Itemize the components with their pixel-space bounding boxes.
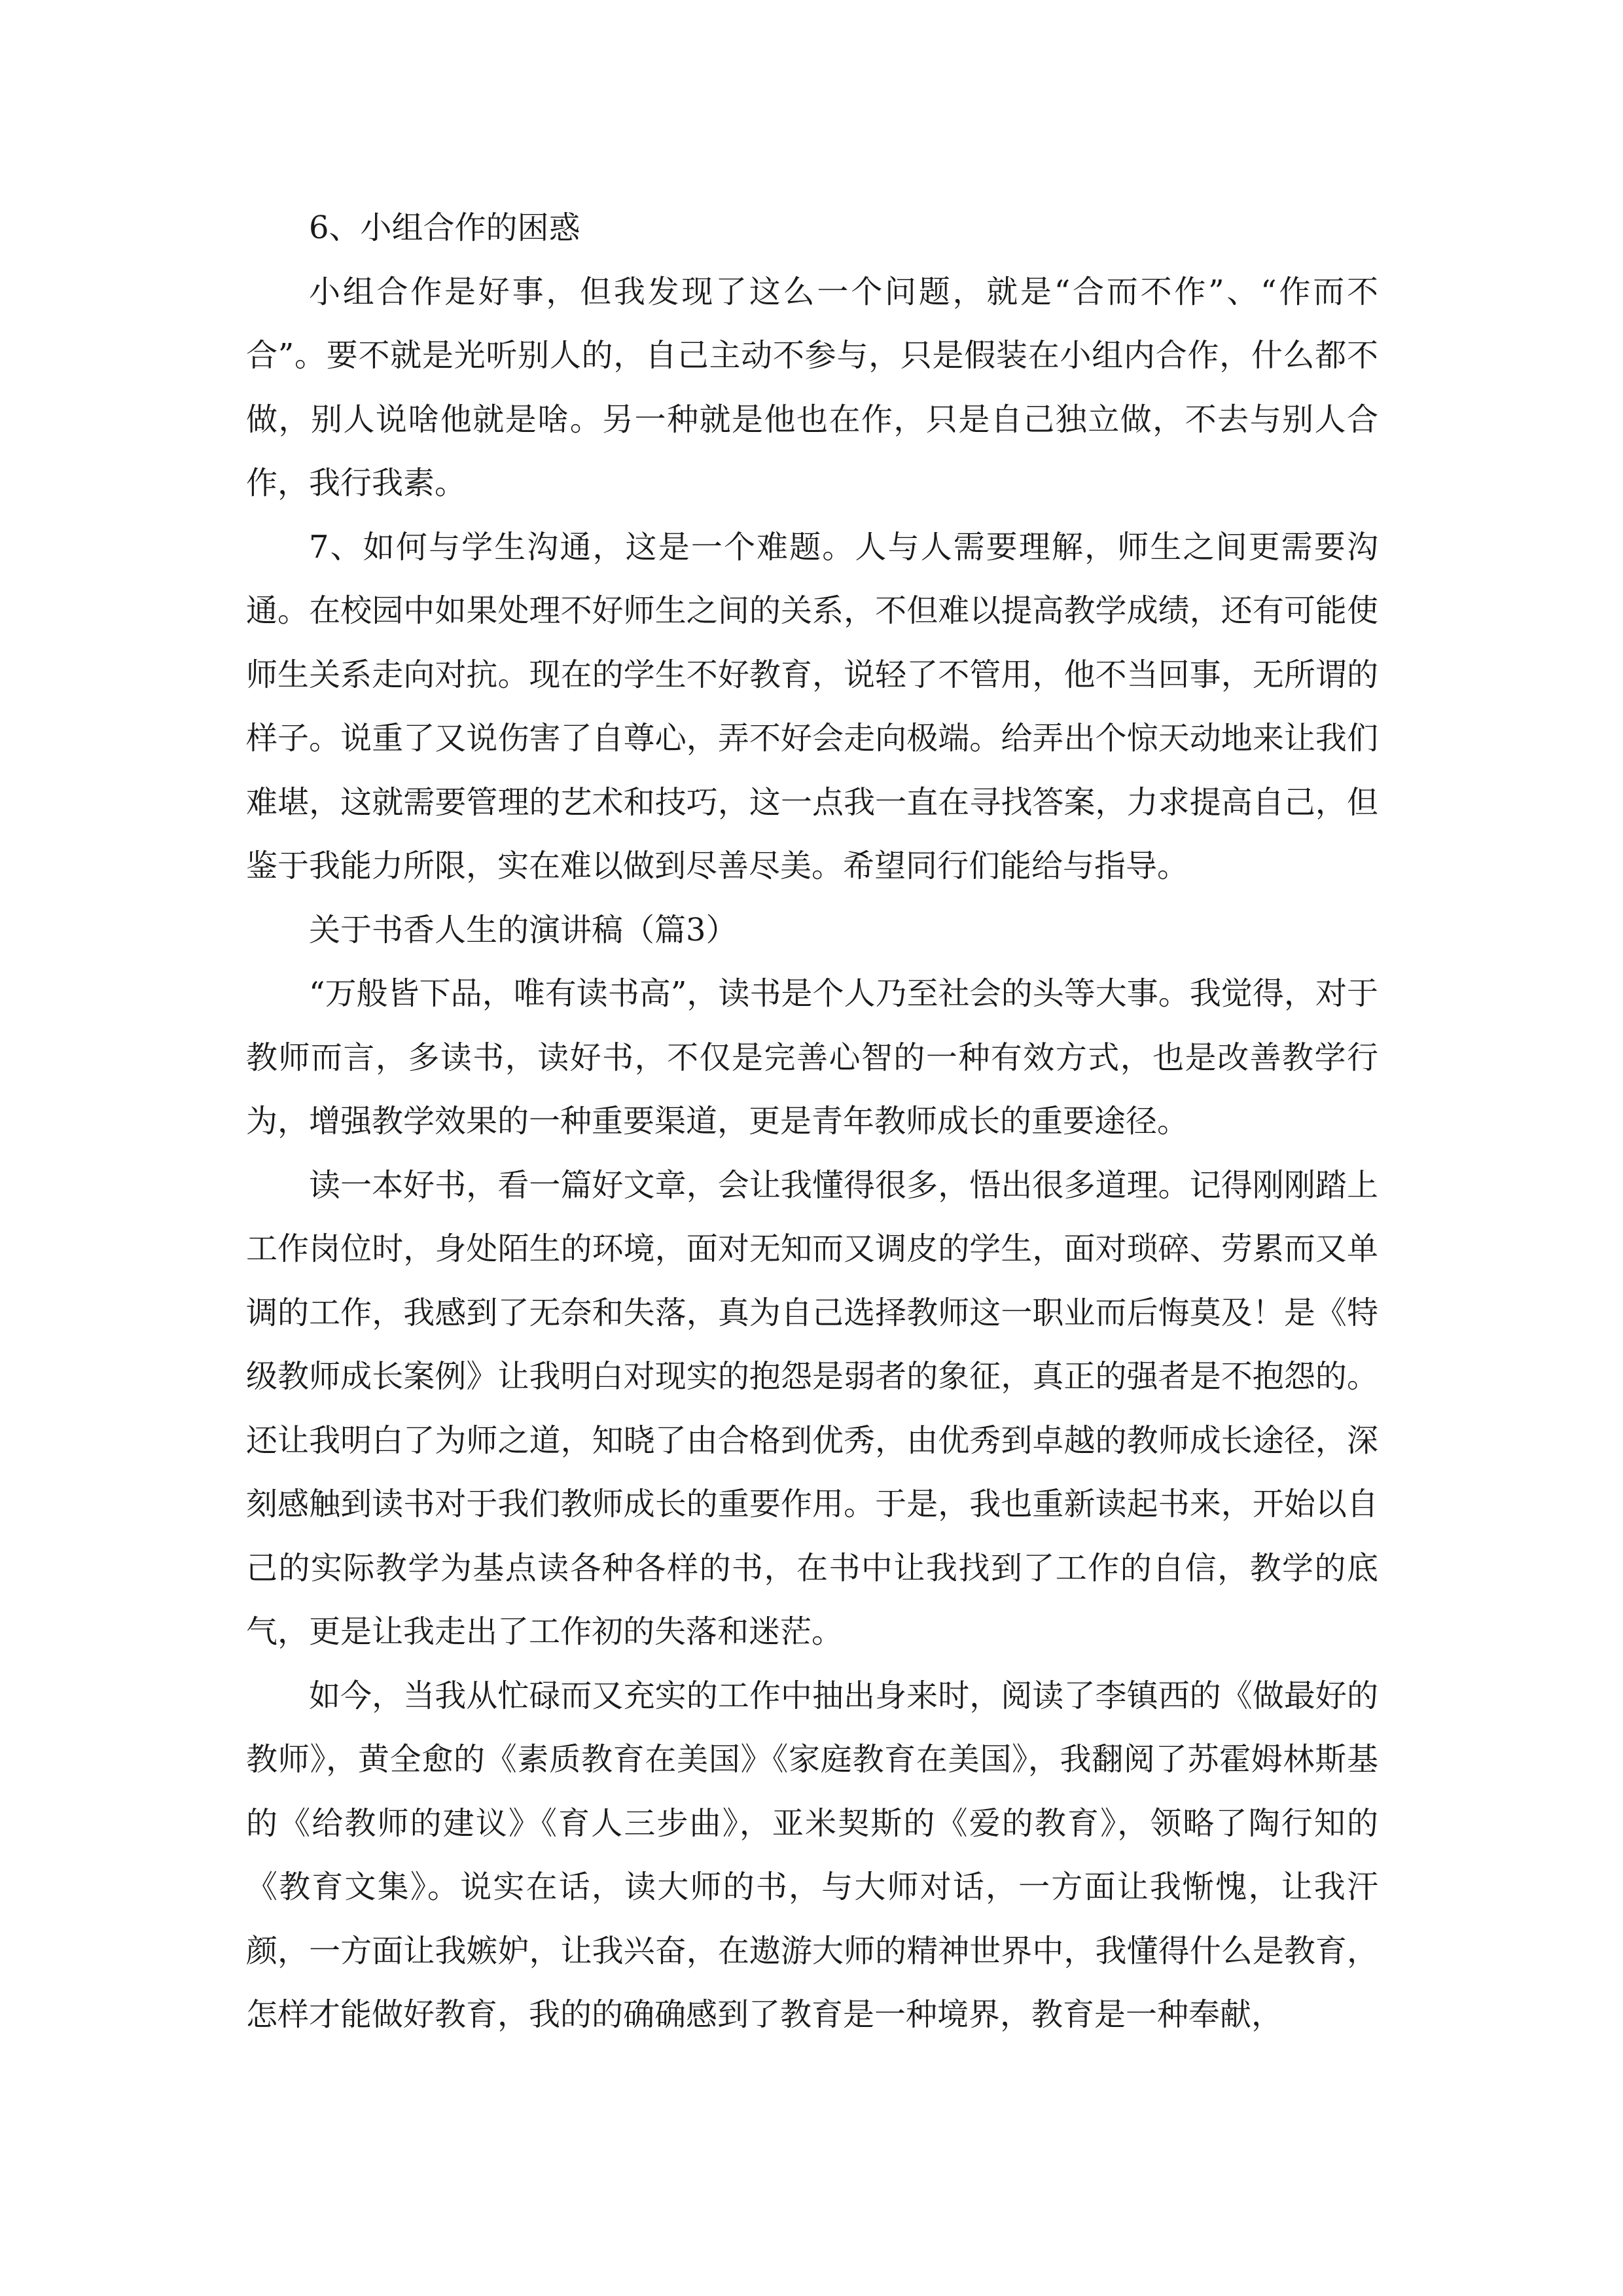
paragraph-masters-books: 如今，当我从忙碌而又充实的工作中抽出身来时，阅读了李镇西的《做最好的教师》，黄全愈的《素质教育在美国》《家庭教育在美国》，我翻阅了苏霍姆林斯基的《给教师的建议》《育人三步曲》，亚米契斯的《爱的教育》，领略了陶行知的《教育文集》。说实在话，读大师的书，与大师对话，一方面让我惭愧，让我汗颜，一方面让我嫉妒，让我兴奋，在遨游大师的精神世界中，我懂得什么是教育，怎样才能做好教育，我的的确确感到了教育是一种境界，教育是一种奉献， — [246, 1677, 1378, 2033]
paragraph-reading-importance: “万般皆下品，唯有读书高”，读书是个人乃至社会的头等大事。我觉得，对于教师而言，多读书，读好书，不仅是完善心智的一种有效方式，也是改善教学行为，增强教学效果的一种重要渠道，更是青年教师成长的重要途径。 — [246, 975, 1378, 1139]
section-heading-6: 6、小组合作的困惑 — [309, 209, 580, 246]
paragraph-group-cooperation: 小组合作是好事，但我发现了这么一个问题，就是“合而不作”、“作而不合”。要不就是光听别人的，自己主动不参与，只是假装在小组内合作，什么都不做，别人说啥他就是啥。另一种就是他也在作，只是自己独立做，不去与别人合作，我行我素。 — [246, 273, 1378, 501]
paragraph-good-book: 读一本好书，看一篇好文章，会让我懂得很多，悟出很多道理。记得刚刚踏上工作岗位时，身处陌生的环境，面对无知而又调皮的学生，面对琐碎、劳累而又单调的工作，我感到了无奈和失落，真为自己选择教师这一职业而后悔莫及！是《特级教师成长案例》让我明白对现实的抱怨是弱者的象征，真正的强者是不抱怨的。还让我明白了为师之道，知晓了由合格到优秀，由优秀到卓越的教师成长途径，深刻感触到读书对于我们教师成长的重要作用。于是，我也重新读起书来，开始以自己的实际教学为基点读各种各样的书，在书中让我找到了工作的自信，教学的底气，更是让我走出了工作初的失落和迷茫。 — [246, 1166, 1378, 1650]
speech-title: 关于书香人生的演讲稿（篇3） — [309, 911, 738, 948]
document-body — [246, 196, 1378, 2047]
paragraph-student-communication: 7、如何与学生沟通，这是一个难题。人与人需要理解，师生之间更需要沟通。在校园中如果处理不好师生之间的关系，不但难以提高教学成绩，还有可能使师生关系走向对抗。现在的学生不好教育，说轻了不管用，他不当回事，无所谓的样子。说重了又说伤害了自尊心，弄不好会走向极端。给弄出个惊天动地来让我们难堪，这就需要管理的艺术和技巧，这一点我一直在寻找答案，力求提高自己，但鉴于我能力所限，实在难以做到尽善尽美。希望同行们能给与指导。 — [246, 528, 1378, 884]
